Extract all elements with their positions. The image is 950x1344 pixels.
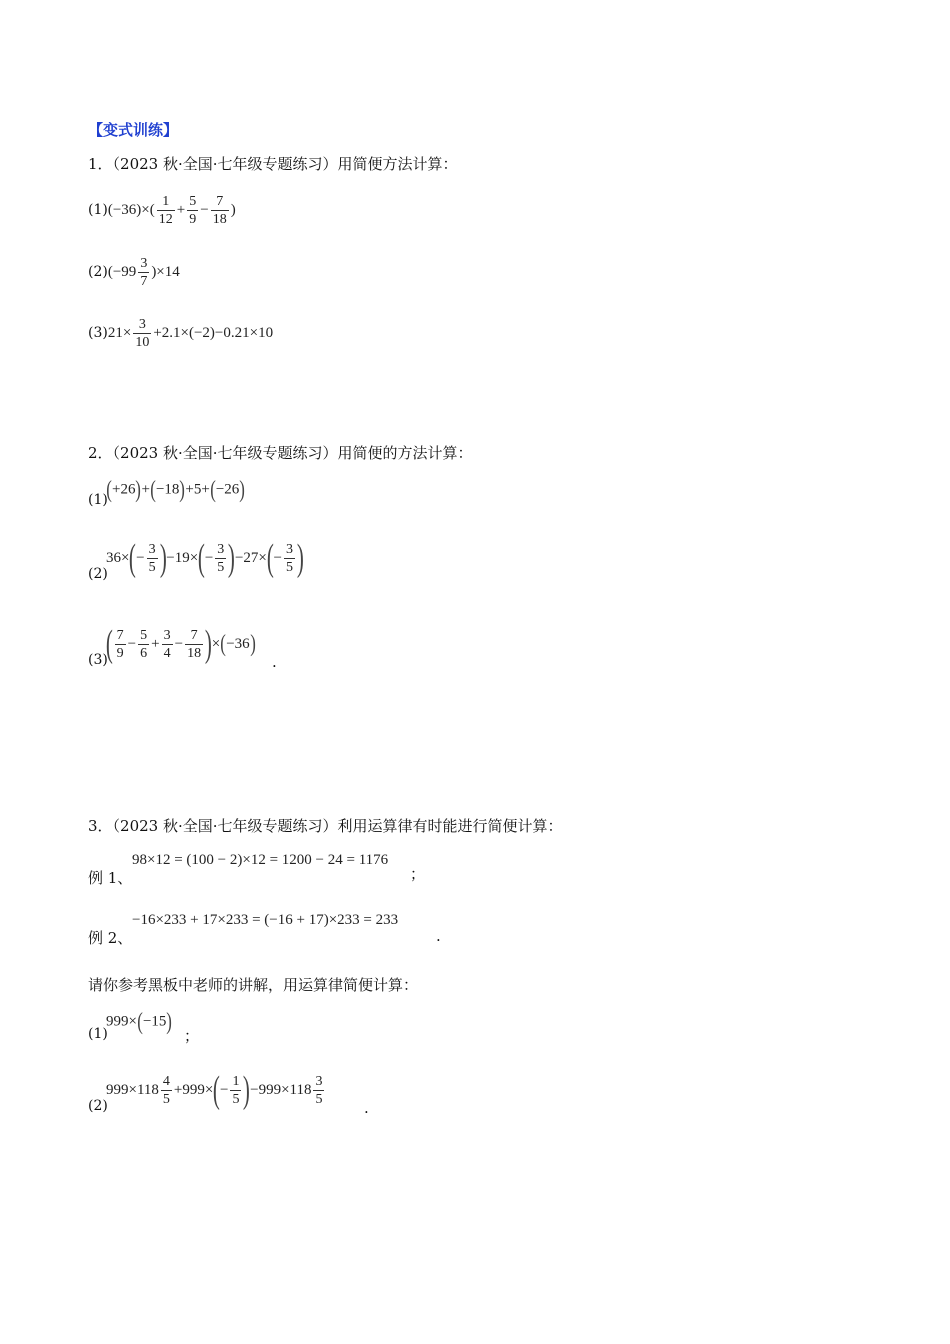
math-expression: 999×118 $\frac{4}{5}$ +999× ( − $\frac{1}{5}$ ) −999×118 $\frac{3}{5}$ xyxy=(106,1069,323,1111)
example-1-label: 例 1、 xyxy=(88,869,133,887)
math-expression: (+26)+(−18)+5+(−26) xyxy=(106,477,246,503)
example-2-label: 例 2、 xyxy=(88,929,133,947)
period: . xyxy=(272,653,277,671)
period: . xyxy=(364,1099,369,1117)
part-label: (2) xyxy=(88,264,108,280)
question-3-number: 3． xyxy=(88,817,113,835)
part-label: (1) xyxy=(88,492,108,508)
question-1-number: 1． xyxy=(88,155,113,173)
example-1-math: 98×12 = (100 − 2)×12 = 1200 − 24 = 1176 xyxy=(132,852,389,868)
math-expression: (−99 $\frac{3}{7}$ )×14 xyxy=(107,255,180,289)
question-3-text: （2023 秋·全国·七年级专题练习）利用运算律有时能进行简便计算： xyxy=(112,817,563,835)
math-expression: (−36)×( $\frac{1}{12}$ + $\frac{5}{9}$ − $\frac{7}{18}$ ) xyxy=(107,193,236,227)
part-label: (2) xyxy=(88,1098,108,1114)
question-1-part-3 xyxy=(88,312,273,354)
example-1-semicolon: ； xyxy=(410,865,426,883)
part-label: (2) xyxy=(88,566,108,582)
math-expression: 999×(−15) xyxy=(106,1009,173,1035)
semicolon: ； xyxy=(184,1027,200,1045)
example-2-math: −16×233 + 17×233 = (−16 + 17)×233 = 233 xyxy=(132,912,399,928)
question-2-number: 2． xyxy=(88,444,113,462)
example-2-period: . xyxy=(436,927,441,945)
question-2-text: （2023 秋·全国·七年级专题练习）用简便的方法计算： xyxy=(112,444,473,462)
part-label: (1) xyxy=(88,202,108,218)
question-1-part-1 xyxy=(88,188,236,232)
instruction-text: 请你参考黑板中老师的讲解，用运算律简便计算： xyxy=(88,976,419,994)
question-1-text: （2023 秋·全国·七年级专题练习）用简便方法计算： xyxy=(112,155,458,173)
part-label: (1) xyxy=(88,1026,108,1042)
question-1-header xyxy=(88,154,458,174)
math-expression: 36× ( − $\frac{3}{5}$ ) −19× ( − $\frac{3}{5}$ ) −27× ( − $\frac{3}{5}$ ) xyxy=(106,537,304,579)
math-expression: 21× $\frac{3}{10}$ +2.1×(−2)−0.21×10 xyxy=(107,316,274,350)
question-3-header xyxy=(88,816,563,836)
part-label: (3) xyxy=(88,325,108,341)
part-label: (3) xyxy=(88,652,108,668)
math-expression: ( $\frac{7}{9}$ − $\frac{5}{6}$ + $\frac{3}{4}$ − $\frac{7}{18}$ ) × ( −36 ) xyxy=(105,623,256,665)
section-title: 【变式训练】 xyxy=(88,121,179,139)
question-1-part-2 xyxy=(88,252,180,292)
question-2-header xyxy=(88,443,473,463)
